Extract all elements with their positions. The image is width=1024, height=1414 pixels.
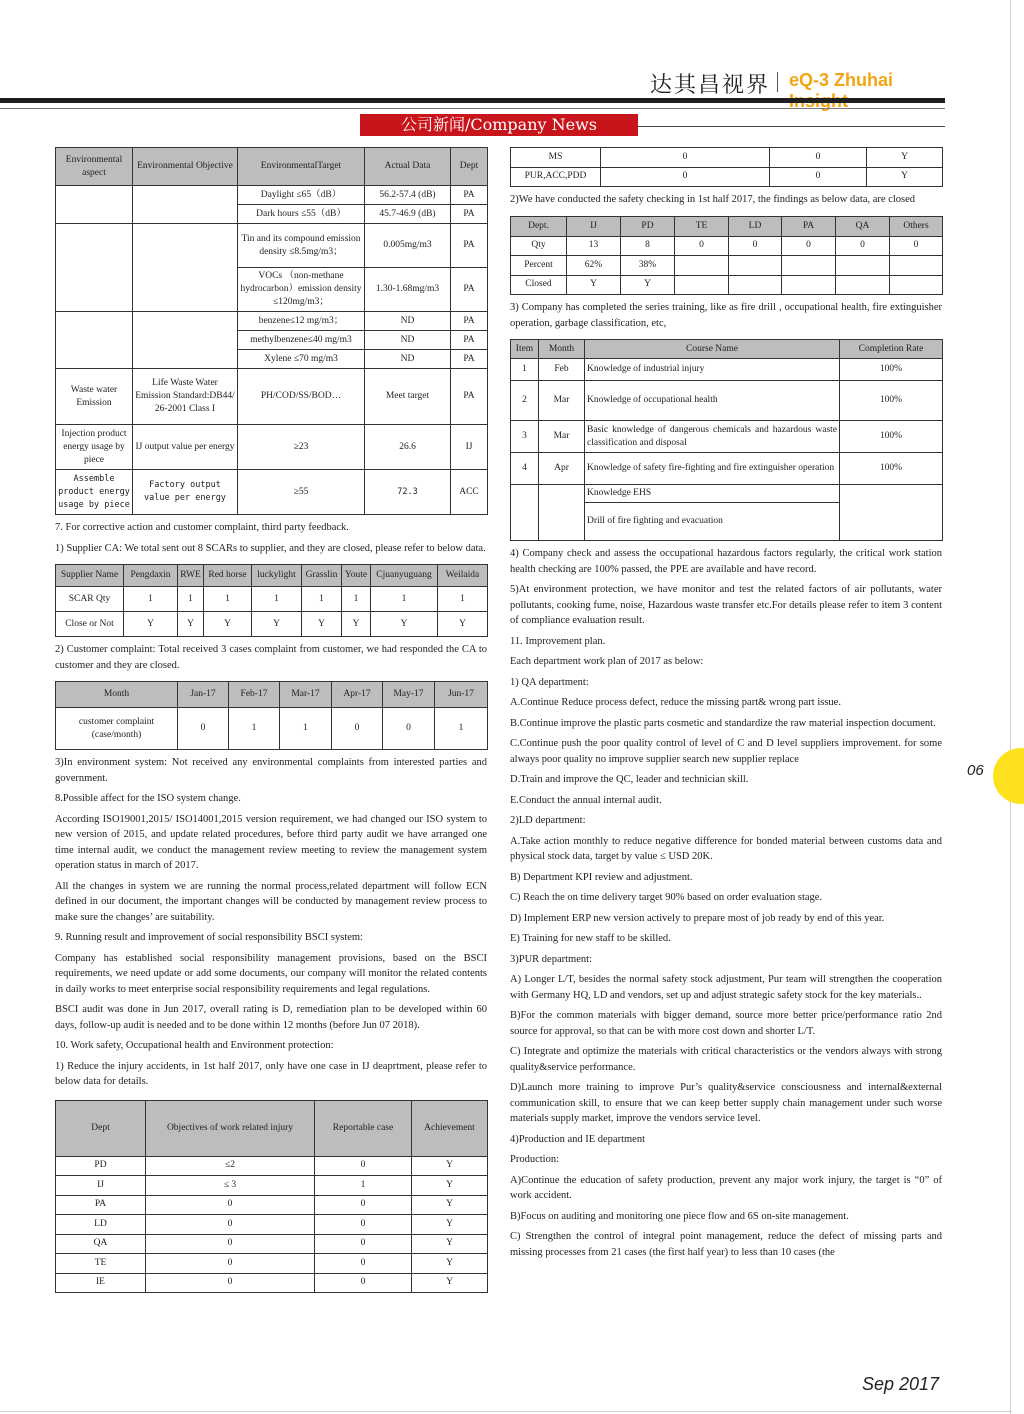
table-cell: 100% (840, 421, 943, 453)
table-cell: 1 (178, 587, 204, 612)
table-cell (133, 224, 238, 312)
table-cell (836, 256, 890, 276)
table-header: Mar-17 (280, 682, 332, 708)
table-cell: Knowledge of industrial injury (585, 359, 840, 381)
table-cell: 4 (511, 453, 539, 485)
table-cell: Feb (539, 359, 585, 381)
paragraph: 2)We have conducted the safety checking in 1st half 2017, the findings as below data, are closed (510, 194, 916, 205)
table-cell: 1 (435, 708, 488, 750)
table-cell: 0 (146, 1215, 315, 1235)
table-cell: ≤ 3 (146, 1176, 315, 1196)
paragraph: C) Integrate and optimize the materials with critical characteristics or the vendors always with strong quality&service performance. (510, 1046, 942, 1073)
table-cell: 100% (840, 359, 943, 381)
table-header: Actual Data (365, 148, 451, 186)
table-header: Others (890, 216, 943, 236)
table-cell (729, 275, 782, 295)
table-header: Objectives of work related injury (146, 1100, 315, 1156)
paragraph: C) Strengthen the control of integral point management, reduce the defect of missing parts and missing processes from 21 cases (the first half year) to less than 10 cases (the (510, 1231, 942, 1258)
table-header: Environmental Objective (133, 148, 238, 186)
table-cell: 1 (511, 359, 539, 381)
table-cell: 0 (836, 236, 890, 256)
table-cell: 0 (315, 1215, 412, 1235)
left-column (55, 147, 487, 1293)
paragraph: A)Continue the education of safety production, prevent any major work injury, the target is “0” of work accident. (510, 1174, 942, 1201)
table-cell: PA (451, 268, 488, 312)
table-header: EnvironmentalTarget (238, 148, 365, 186)
table-cell: 62% (567, 256, 621, 276)
table-cell: Qty (511, 236, 567, 256)
table-cell: Y (867, 148, 943, 168)
paragraph: A.Continue Reduce process defect, reduce the missing part& wrong part issue. (510, 697, 841, 708)
table-cell: 0 (601, 167, 770, 187)
paragraph: All the changes in system we are running the normal process,related department will follow ECN defined in our document, the important changes will be conducted by management review process to make sure the changes’ are suitability. (55, 880, 487, 923)
paragraph: According ISO19001,2015/ ISO14001,2015 version requirement, we had changed our ISO system to new version of 2015, and update related procedures, before third party audit we have arranged one time internal audit, we conduct the management review meeting to review the management system operation status in march of 2017. (55, 813, 487, 871)
table-cell: IJ output value per energy (133, 425, 238, 470)
table-header: Dept. (511, 216, 567, 236)
table-cell: benzene≤12 mg/m3； (238, 312, 365, 331)
paragraph: 2)LD department: (510, 815, 586, 826)
paragraph: A.Take action monthly to reduce negative difference for bonded material between customs data and physical stock data, target by value ≤ USD 20K. (510, 835, 942, 862)
table-cell (539, 485, 585, 541)
table-header: Cjuanyuguang (371, 565, 438, 587)
paragraph: B)For the common materials with bigger demand, source more better price/performance ratio 2nd source for approval, so that can be with more cost down and shorter L/T. (510, 1010, 942, 1037)
table-header: Feb-17 (229, 682, 280, 708)
table-header: Supplier Name (56, 565, 124, 587)
table-cell: Y (621, 275, 675, 295)
table-cell: 0 (315, 1254, 412, 1274)
table-cell: 100% (840, 381, 943, 421)
table-cell: PH/COD/SS/BOD… (238, 369, 365, 425)
table-cell (836, 275, 890, 295)
table-header: RWE (178, 565, 204, 587)
paragraph: 9. Running result and improvement of social responsibility BSCI system: (55, 932, 363, 943)
table-cell: Y (412, 1195, 488, 1215)
table-cell: PA (451, 186, 488, 205)
paragraph: 2) Customer complaint: Total received 3 cases complaint from customer, we had responded the CA to customer and they are closed. (55, 644, 487, 671)
header-rule-thin (0, 108, 945, 109)
table-cell (56, 224, 133, 312)
table-cell: Mar (539, 421, 585, 453)
table-cell: customer complaint (case/month) (56, 708, 178, 750)
table-header: IJ (567, 216, 621, 236)
table-cell: PUR,ACC,PDD (511, 167, 601, 187)
paragraph: 1) QA department: (510, 676, 589, 688)
table-cell: 0 (146, 1195, 315, 1215)
table-cell: Daylight ≤65（dB） (238, 186, 365, 205)
table-cell (56, 312, 133, 369)
table-header: Month (539, 340, 585, 359)
table-cell: 72.3 (365, 470, 451, 515)
table-header: Pengdaxin (124, 565, 178, 587)
table-cell: LD (56, 1215, 146, 1235)
table-cell: Y (124, 612, 178, 637)
table-cell: PD (56, 1156, 146, 1176)
paragraph: Each department work plan of 2017 as below: (510, 656, 704, 667)
table-header: Dept (451, 148, 488, 186)
table-cell (133, 312, 238, 369)
table-cell: Y (302, 612, 342, 637)
table-cell (675, 275, 729, 295)
table-cell: ACC (451, 470, 488, 515)
table-cell: 1 (280, 708, 332, 750)
table-cell (782, 275, 836, 295)
table-cell: 0 (146, 1254, 315, 1274)
table-cell: Tin and its compound emission density ≤8.5mg/m3； (238, 224, 365, 268)
paragraph: D)Launch more training to improve Pur’s quality&service consciousness and internal&external communication skill, to ensure that we can keep better supply chain management under such worse materials supply market, improve the vendors service level. (510, 1082, 942, 1124)
table-header: PA (782, 216, 836, 236)
table-cell: Basic knowledge of dangerous chemicals and hazardous waste classification and disposal (585, 421, 840, 453)
paragraph: BSCI audit was done in Jun 2017, overall rating is D, remediation plan to be developed within 60 days, follow-up audit is needed and to be done within 12 months (before Jun 07 2018). (55, 1004, 487, 1031)
table-cell: 0 (332, 708, 383, 750)
page-edge (0, 1411, 1012, 1412)
table-cell: 0 (890, 236, 943, 256)
page-header (0, 62, 945, 102)
table-cell: PA (451, 205, 488, 224)
table-cell: 0 (146, 1234, 315, 1254)
table-cell: Y (342, 612, 371, 637)
paragraph: 1) Supplier CA: We total sent out 8 SCARs to supplier, and they are closed, please refer to below data. (55, 542, 486, 554)
injury-table (55, 1100, 488, 1294)
table-cell: Knowledge EHS (585, 485, 840, 503)
table-header: Apr-17 (332, 682, 383, 708)
table-cell: IJ (56, 1176, 146, 1196)
table-cell (890, 256, 943, 276)
table-cell: Knowledge of occupational health (585, 381, 840, 421)
table-cell: 1 (302, 587, 342, 612)
paragraph: B.Continue improve the plastic parts cosmetic and standardize the raw material inspection document. (510, 717, 936, 729)
header-rule (0, 98, 945, 103)
table-header: QA (836, 216, 890, 236)
paragraph: 7. For corrective action and customer complaint, third party feedback. (55, 522, 349, 533)
issue-date: Sep 2017 (862, 1374, 940, 1394)
table-cell: 38% (621, 256, 675, 276)
table-cell: 0 (770, 148, 867, 168)
table-cell: SCAR Qty (56, 587, 124, 612)
table-cell: 1 (124, 587, 178, 612)
table-cell: Y (412, 1215, 488, 1235)
table-cell: Close or Not (56, 612, 124, 637)
paragraph: B) Department KPI review and adjustment. (510, 871, 693, 883)
table-cell: Y (412, 1234, 488, 1254)
table-cell: 0 (178, 708, 229, 750)
table-cell: VOCs （non-methane hydrocarbon）emission density ≤120mg/m3； (238, 268, 365, 312)
header-title-en: eQ-3 Zhuhai (789, 70, 894, 90)
section-banner: 公司新闻/Company News (360, 114, 638, 136)
table-cell: Percent (511, 256, 567, 276)
table-cell: ND (365, 312, 451, 331)
table-header: PD (621, 216, 675, 236)
table-header: Completion Rate (840, 340, 943, 359)
paragraph: 4)Production and IE department (510, 1133, 646, 1145)
table-cell (511, 485, 539, 541)
table-cell (782, 256, 836, 276)
page-number: 06 (967, 762, 984, 779)
table-cell (840, 485, 943, 541)
table-cell (729, 256, 782, 276)
paragraph: 3)In environment system: Not received any environmental complaints from interested parties and government. (55, 757, 487, 784)
table-cell: 56.2-57.4 (dB) (365, 186, 451, 205)
paragraph: Production: (510, 1154, 559, 1165)
table-header: Achievement (412, 1100, 488, 1156)
paragraph: 8.Possible affect for the ISO system change. (55, 793, 241, 804)
injury-table-continued (510, 147, 943, 187)
table-header: Red horse (204, 565, 252, 587)
table-cell: 1 (252, 587, 302, 612)
paragraph: D) Implement ERP new version actively to prepare most of job ready by end of this year. (510, 912, 885, 924)
table-cell: 1.30-1.68mg/m3 (365, 268, 451, 312)
table-cell: 100% (840, 453, 943, 485)
paragraph: C.Continue push the poor quality control of level of C and D level suppliers improvement. for some always poor quality no improve supplier search new supplier replace (510, 738, 942, 765)
table-header: Environmental aspect (56, 148, 133, 186)
table-cell: Mar (539, 381, 585, 421)
table-cell: 0 (146, 1273, 315, 1293)
table-cell: ≤2 (146, 1156, 315, 1176)
table-cell: 1 (315, 1176, 412, 1196)
table-cell: PA (56, 1195, 146, 1215)
environment-table (55, 147, 488, 515)
table-cell: 8 (621, 236, 675, 256)
table-cell: TE (56, 1254, 146, 1274)
table-cell: 0 (315, 1195, 412, 1215)
table-header: Youte (342, 565, 371, 587)
table-header: TE (675, 216, 729, 236)
table-header: Month (56, 682, 178, 708)
table-cell: Assemble product energy usage by piece (56, 470, 133, 515)
paragraph: E.Conduct the annual internal audit. (510, 794, 662, 806)
table-cell: 0 (770, 167, 867, 187)
table-cell: QA (56, 1234, 146, 1254)
table-cell: ≥23 (238, 425, 365, 470)
table-cell (133, 186, 238, 224)
table-cell: Knowledge of safety fire-fighting and fire extinguisher operation (585, 453, 840, 485)
table-cell: 0 (383, 708, 435, 750)
paragraph: D.Train and improve the QC, leader and technician skill. (510, 774, 749, 785)
table-cell: Y (204, 612, 252, 637)
table-cell: Y (412, 1254, 488, 1274)
table-cell: PA (451, 331, 488, 350)
table-cell: Meet target (365, 369, 451, 425)
table-cell: ND (365, 331, 451, 350)
training-table (510, 339, 943, 541)
table-cell: 45.7-46.9 (dB) (365, 205, 451, 224)
table-cell: Apr (539, 453, 585, 485)
table-header: Jan-17 (178, 682, 229, 708)
table-cell: 1 (342, 587, 371, 612)
table-cell: Y (252, 612, 302, 637)
header-title-cn: 达其昌视界 (650, 73, 771, 98)
paragraph: B)Focus on auditing and monitoring one piece flow and 6S on-site management. (510, 1210, 849, 1222)
table-cell: Closed (511, 275, 567, 295)
table-cell: Y (567, 275, 621, 295)
table-cell: Y (412, 1176, 488, 1196)
table-header: luckylight (252, 565, 302, 587)
table-cell: methylbenzene≤40 mg/m3 (238, 331, 365, 350)
table-cell: Y (438, 612, 488, 637)
table-cell: 0 (315, 1273, 412, 1293)
supplier-ca-table (55, 564, 488, 637)
table-header: Grasslin (302, 565, 342, 587)
paragraph: Company has established social responsibility management provisions, based on the BSCI requirements, we need update or add some documents, our company will monitor the related contents in daily works to meet enterprise social responsibility requirements and legal regulations. (55, 952, 487, 995)
header-divider (777, 72, 778, 92)
table-cell: Y (178, 612, 204, 637)
table-cell: Injection product energy usage by piece (56, 425, 133, 470)
table-cell: 26.6 (365, 425, 451, 470)
paragraph: 3) Company has completed the series training, like as fire drill , occupational health, fire extinguisher operation, garbage classification, etc, (510, 302, 942, 329)
page-tab-marker (993, 748, 1024, 804)
right-column (510, 147, 942, 1260)
table-cell: Y (412, 1156, 488, 1176)
table-cell: PA (451, 312, 488, 331)
table-cell: 0 (675, 236, 729, 256)
paragraph: 5)At environment protection, we have monitor and test the related factors of air pollutants, water pollutants, cooking fume, noise, Hazardous waste transfer etc.For details please refer to item 3 content of compliance evaluation result. (510, 584, 942, 626)
table-header: Jun-17 (435, 682, 488, 708)
table-cell: 3 (511, 421, 539, 453)
table-cell: ≥55 (238, 470, 365, 515)
table-cell: 1 (371, 587, 438, 612)
safety-check-table (510, 216, 943, 296)
table-cell (890, 275, 943, 295)
paragraph: E) Training for new staff to be skilled. (510, 933, 671, 944)
table-cell: PA (451, 369, 488, 425)
table-header: May-17 (383, 682, 435, 708)
table-cell: PA (451, 224, 488, 268)
table-cell: IJ (451, 425, 488, 470)
table-cell: Y (867, 167, 943, 187)
page-edge (1010, 0, 1011, 1414)
table-cell: Drill of fire fighting and evacuation (585, 503, 840, 541)
paragraph: 3)PUR department: (510, 953, 592, 965)
table-cell: IE (56, 1273, 146, 1293)
paragraph: 11. Improvement plan. (510, 635, 606, 647)
table-cell: Waste water Emission (56, 369, 133, 425)
table-cell: MS (511, 148, 601, 168)
table-cell: 1 (204, 587, 252, 612)
table-cell: PA (451, 350, 488, 369)
table-cell: Factory output value per energy (133, 470, 238, 515)
table-cell: 0.005mg/m3 (365, 224, 451, 268)
table-cell: 1 (229, 708, 280, 750)
paragraph: 4) Company check and assess the occupational hazardous factors regularly, the critical work station health checking are 100% passed, the PPE are available and have record. (510, 548, 942, 575)
table-cell: 13 (567, 236, 621, 256)
table-cell (56, 186, 133, 224)
table-cell: 0 (601, 148, 770, 168)
table-cell: ND (365, 350, 451, 369)
table-cell: Y (412, 1273, 488, 1293)
paragraph: A) Longer L/T, besides the normal safety stock adjustment, Pur team will strengthen the cooperation with Germany HQ, LD and vendors, set up and adjust strategic safety stock for the key materials.. (510, 974, 942, 1001)
customer-complaint-table (55, 681, 488, 750)
table-header: Dept (56, 1100, 146, 1156)
table-cell: 0 (315, 1156, 412, 1176)
table-cell: 2 (511, 381, 539, 421)
table-cell: Y (371, 612, 438, 637)
paragraph: C) Reach the on time delivery target 90% based on order evaluation stage. (510, 892, 823, 903)
table-cell: Xylene ≤70 mg/m3 (238, 350, 365, 369)
paragraph: 1) Reduce the injury accidents, in 1st half 2017, only have one case in IJ deaprtment, please refer to below data for details. (55, 1060, 487, 1087)
table-cell: Life Waste Water Emission Standard:DB44/ 26-2001 Class I (133, 369, 238, 425)
table-cell: 1 (438, 587, 488, 612)
paragraph: 10. Work safety, Occupational health and Environment protection: (55, 1040, 334, 1051)
table-header: Weilaida (438, 565, 488, 587)
table-cell (675, 256, 729, 276)
table-header: Item (511, 340, 539, 359)
table-cell: 0 (782, 236, 836, 256)
table-cell: 0 (729, 236, 782, 256)
table-header: Course Name (585, 340, 840, 359)
table-cell: Dark hours ≤55（dB） (238, 205, 365, 224)
table-header: Reportable case (315, 1100, 412, 1156)
table-cell: 0 (315, 1234, 412, 1254)
table-header: LD (729, 216, 782, 236)
